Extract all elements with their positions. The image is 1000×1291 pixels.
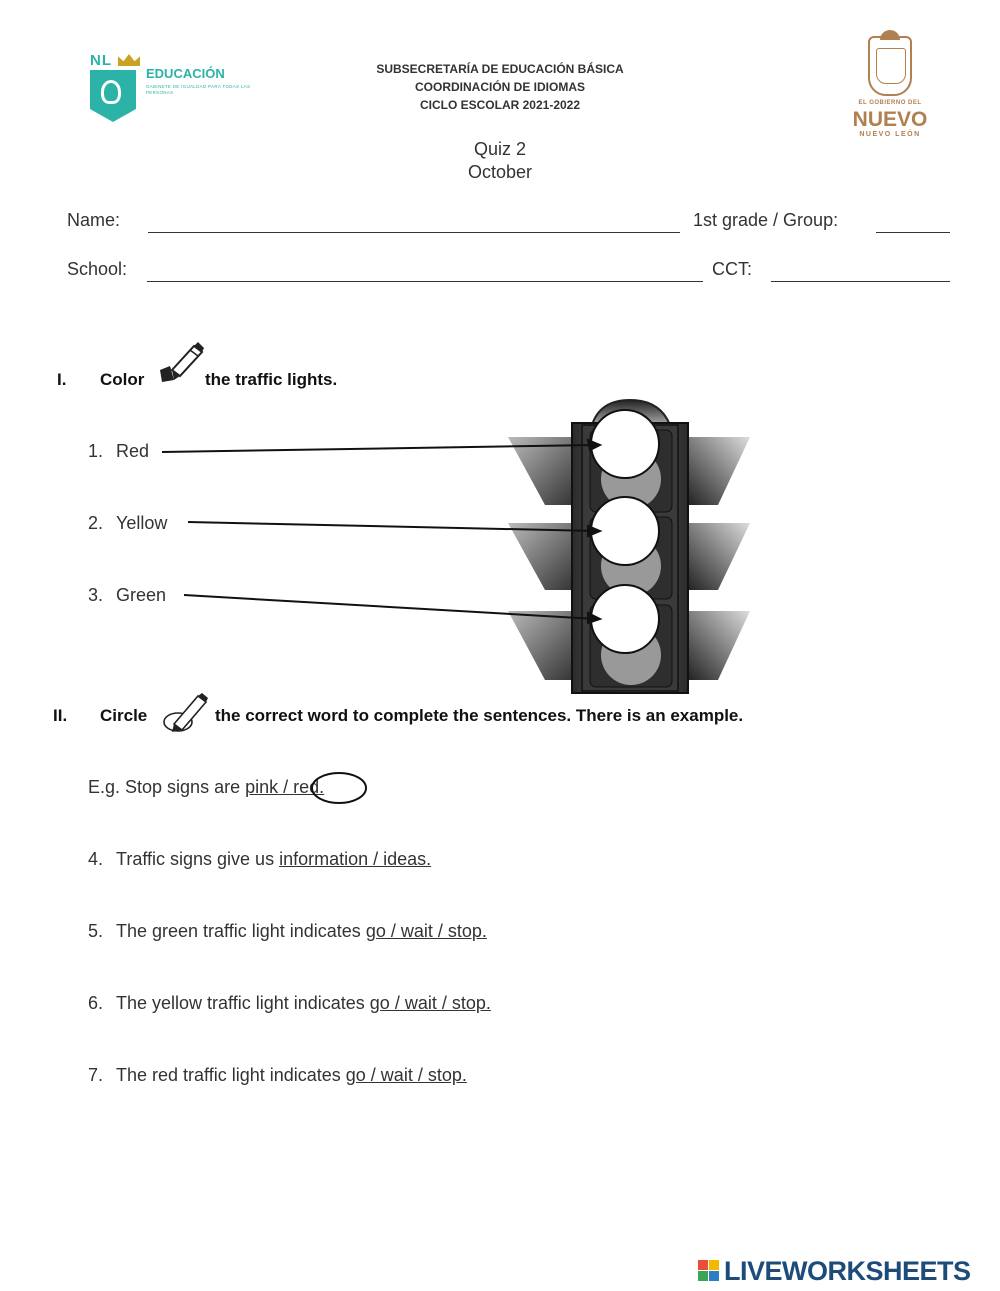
example-sentence	[88, 777, 324, 798]
header-line-2: COORDINACIÓN DE IDIOMAS	[414, 80, 585, 94]
liveworksheets-logo-icon	[698, 1260, 720, 1282]
school-field[interactable]	[147, 281, 703, 282]
grade-group-field[interactable]	[876, 232, 950, 233]
government-logo	[840, 36, 940, 136]
color-item-label: Yellow	[116, 513, 168, 533]
color-item-label: Green	[116, 585, 167, 605]
gov-logo-big-text: NUEVO	[852, 108, 928, 131]
section-2-numeral: II.	[53, 706, 68, 725]
example-option-pink[interactable]: pink	[245, 777, 279, 797]
logo-title: EDUCACIÓN	[146, 66, 225, 81]
name-field[interactable]	[148, 232, 680, 233]
example-circle-mark	[310, 770, 370, 806]
sentence-item-4: 4. Traffic signs give us information / ideas.	[88, 849, 432, 869]
sentence-item-5: 5. The green traffic light indicates go / wait / stop.	[88, 921, 487, 941]
sentence-item-7: 7. The red traffic light indicates go / wait / stop.	[88, 1065, 467, 1085]
school-label: School:	[67, 259, 128, 279]
section-1-numeral: I.	[57, 370, 67, 389]
crayon-icon	[156, 340, 204, 386]
example-option-red[interactable]: red.	[293, 777, 325, 797]
section-1-instruction: the traffic lights.	[205, 370, 338, 389]
name-label: Name:	[67, 210, 121, 230]
color-item-green: 3. Green	[88, 585, 167, 605]
section-1-verb: Color	[100, 370, 145, 389]
quiz-title: Quiz 2	[473, 139, 527, 159]
traffic-light-illustration	[0, 395, 1000, 700]
sentence-options[interactable]: go / wait / stop.	[369, 993, 491, 1013]
brand-text: LIVEWORKSHEETS	[724, 1256, 971, 1286]
color-item-label: Red	[116, 441, 150, 461]
header-line-1: SUBSECRETARÍA DE EDUCACIÓN BÁSICA	[376, 62, 624, 76]
sentence-options[interactable]: go / wait / stop.	[345, 1065, 467, 1085]
section-2-verb: Circle	[100, 706, 148, 725]
section-2-instruction: the correct word to complete the sentences. There is an example.	[215, 706, 744, 725]
quiz-month: October	[467, 162, 533, 182]
crown-icon	[118, 54, 140, 66]
sentence-options[interactable]: go / wait / stop.	[365, 921, 487, 941]
header-line-3: CICLO ESCOLAR 2021-2022	[419, 98, 581, 112]
gov-logo-small-text: EL GOBIERNO DEL	[858, 100, 922, 106]
liveworksheets-brand[interactable]	[698, 1256, 998, 1286]
sentence-item-6: 6. The yellow traffic light indicates go / wait / stop.	[88, 993, 491, 1013]
cct-field[interactable]	[771, 281, 950, 282]
color-item-red: 1. Red	[88, 441, 150, 461]
gov-logo-bottom-text: NUEVO LEÓN	[859, 131, 921, 138]
cct-label: CCT:	[712, 259, 752, 279]
example-separator: /	[278, 777, 294, 797]
header-text	[300, 60, 700, 114]
sentence-options[interactable]: information / ideas.	[279, 849, 432, 869]
shield-emblem-icon	[101, 80, 121, 104]
quiz-heading	[350, 138, 650, 184]
example-prefix: E.g. Stop signs are	[88, 777, 246, 797]
grade-group-label: 1st grade / Group:	[693, 210, 839, 230]
logo-nl-text: NL	[90, 52, 112, 69]
pencil-circle-icon	[160, 690, 210, 734]
education-logo	[88, 52, 258, 124]
color-item-yellow: 2. Yellow	[88, 513, 168, 533]
coat-of-arms-icon	[868, 36, 912, 96]
logo-subtitle: GABINETE DE IGUALDAD PARA TODAS LAS PERSONAS	[146, 84, 251, 95]
